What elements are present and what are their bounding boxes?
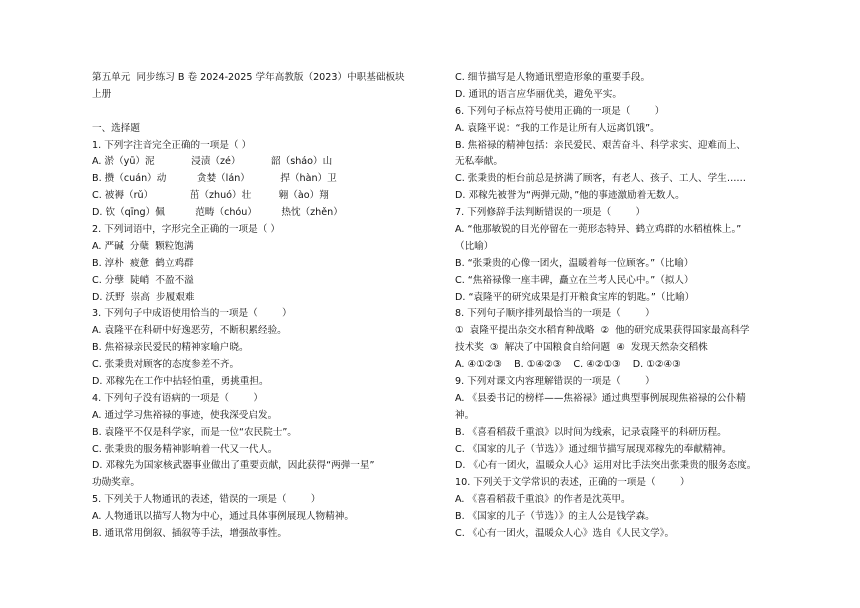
answer-option: D. 《心有一团火，温暖众人心》运用对比手法突出张秉贵的服务态度。 (455, 460, 757, 472)
question-stem: 9. 下列对课文内容理解错误的一项是（ ） (455, 376, 655, 388)
answer-option: A. 袁隆平说：“我的工作是让所有人远离饥饿”。 (455, 122, 660, 134)
answer-option: D. 钦（qīng）佩 范畴（chóu） 热忱（zhěn） (92, 207, 343, 219)
answer-option: B. 通讯常用倒叙、插叙等手法，增强故事性。 (92, 528, 287, 540)
question-stem: 10. 下列关于文学常识的表述，正确的一项是（ ） (455, 477, 690, 489)
answer-option: B. 袁隆平不仅是科学家，而是一位“农民院士”。 (92, 426, 297, 438)
left-column (92, 70, 442, 543)
answer-option: D. 通讯的语言应华丽优美，避免平实。 (455, 88, 622, 100)
answer-option: A. 严碱 分蘖 颗粒饱满 (92, 240, 194, 252)
answer-option: B. 《国家的儿子（节选）》的主人公是钱学森。 (455, 511, 655, 523)
question-item-list: 技术奖 ③ 解决了中国粮食自给问题 ④ 发现天然杂交稻株 (455, 342, 708, 354)
section-heading: 一、选择题 (92, 122, 140, 134)
answer-option: D. 沃野 崇高 步履艰难 (92, 291, 195, 303)
answer-option: B. 焦裕禄的精神包括：亲民爱民、艰苦奋斗、科学求实、迎难而上、 (455, 139, 746, 151)
answer-option: A. 淤（yū）泥 浸渍（zé） 韶（sháo）山 (92, 156, 333, 168)
answer-option: A. 袁隆平在科研中好逸恶劳，不断积累经验。 (92, 325, 287, 337)
right-column (455, 70, 800, 543)
answer-option-continued: 神。 (455, 409, 475, 421)
answer-option: D. “袁隆平的研究成果是打开粮食宝库的钥匙。”（比喻） (455, 291, 695, 303)
answer-option: C. 《心有一团火，温暖众人心》选自《人民文学》。 (455, 528, 675, 540)
answer-option: B. 焦裕禄亲民爱民的精神家喻户晓。 (92, 342, 249, 354)
text-line: 上册 (92, 88, 112, 100)
answer-option-continued: （比喻） (455, 240, 494, 252)
question-stem: 6. 下列句子标点符号使用正确的一项是（ ） (455, 105, 665, 117)
question-stem: 4. 下列句子没有语病的一项是（ ） (92, 392, 263, 404)
answer-option: A. 人物通讯以描写人物为中心，通过具体事例展现人物精神。 (92, 511, 354, 523)
question-stem: 8. 下列句子顺序排列最恰当的一项是（ ） (455, 308, 655, 320)
answer-option-continued: 无私奉献。 (455, 156, 503, 168)
answer-option: B. “张秉贵的心像一团火，温暖着每一位顾客。”（比喻） (455, 257, 694, 269)
answer-option: C. 《国家的儿子（节选）》通过细节描写展现邓稼先的奉献精神。 (455, 443, 732, 455)
blank-line (92, 104, 442, 121)
answer-option: A. 《县委书记的榜样——焦裕禄》通过典型事例展现焦裕禄的公仆精 (455, 392, 746, 404)
answer-option: C. 被褥（rǔ） 茁（zhuó）壮 翱（ào）翔 (92, 190, 329, 202)
question-stem: 5. 下列关于人物通讯的表述，错误的一项是（ ） (92, 494, 321, 506)
answer-option: C. 分孽 陡峭 不盈不溢 (92, 274, 194, 286)
answer-option: C. 张秉贵对顾客的态度参差不齐。 (92, 359, 240, 371)
answer-option: B. 攒（cuán）动 贪婪（lán） 捍（hàn）卫 (92, 173, 337, 185)
answer-option: B. 《喜看稻菽千重浪》以时间为线索，记录袁隆平的科研历程。 (455, 426, 727, 438)
answer-option: C. 张秉贵的柜台前总是挤满了顾客，有老人、孩子、工人、学生…… (455, 173, 747, 185)
answer-option: A. 通过学习焦裕禄的事迹，使我深受启发。 (92, 409, 278, 421)
question-item-list: ① 袁隆平提出杂交水稻育种战略 ② 他的研究成果获得国家最高科学 (455, 325, 750, 337)
answer-option-continued: 功勋奖章。 (92, 477, 140, 489)
answer-option: C. “焦裕禄像一座丰碑，矗立在兰考人民心中。”（拟人） (455, 274, 694, 286)
answer-option: C. 张秉贵的服务精神影响着一代又一代人。 (92, 443, 278, 455)
question-stem: 7. 下列修辞手法判断错误的一项是（ ） (455, 207, 646, 219)
question-stem: 1. 下列字注音完全正确的一项是（ ） (92, 139, 252, 151)
answer-option: D. 邓稼先被誉为“两弹元勋，”他的事迹激励着无数人。 (455, 190, 685, 202)
text-line: 第五单元 同步练习 B 卷 2024-2025 学年高教版（2023）中职基础板块 (92, 72, 405, 83)
answer-option: A. “他那敏锐的目光停留在一蔸形态特异、鹤立鸡群的水稻植株上。” (455, 224, 742, 236)
question-stem: 3. 下列句子中成语使用恰当的一项是（ ） (92, 308, 292, 320)
answer-option: B. 淳朴 疲惫 鹤立鸡群 (92, 257, 194, 269)
answer-options-row: A. ④①②③ B. ①④②③ C. ④②①③ D. ①②④③ (455, 359, 681, 371)
answer-option: C. 细节描写是人物通讯塑造形象的重要手段。 (455, 72, 651, 83)
answer-option: D. 邓稼先在工作中拈轻怕重，勇挑重担。 (92, 376, 269, 388)
answer-option: A. 《喜看稻菽千重浪》的作者是沈英甲。 (455, 494, 631, 506)
answer-option: D. 邓稼先为国家核武器事业做出了重要贡献，因此获得“两弹一星” (92, 460, 375, 472)
question-stem: 2. 下列词语中，字形完全正确的一项是（ ） (92, 224, 280, 236)
